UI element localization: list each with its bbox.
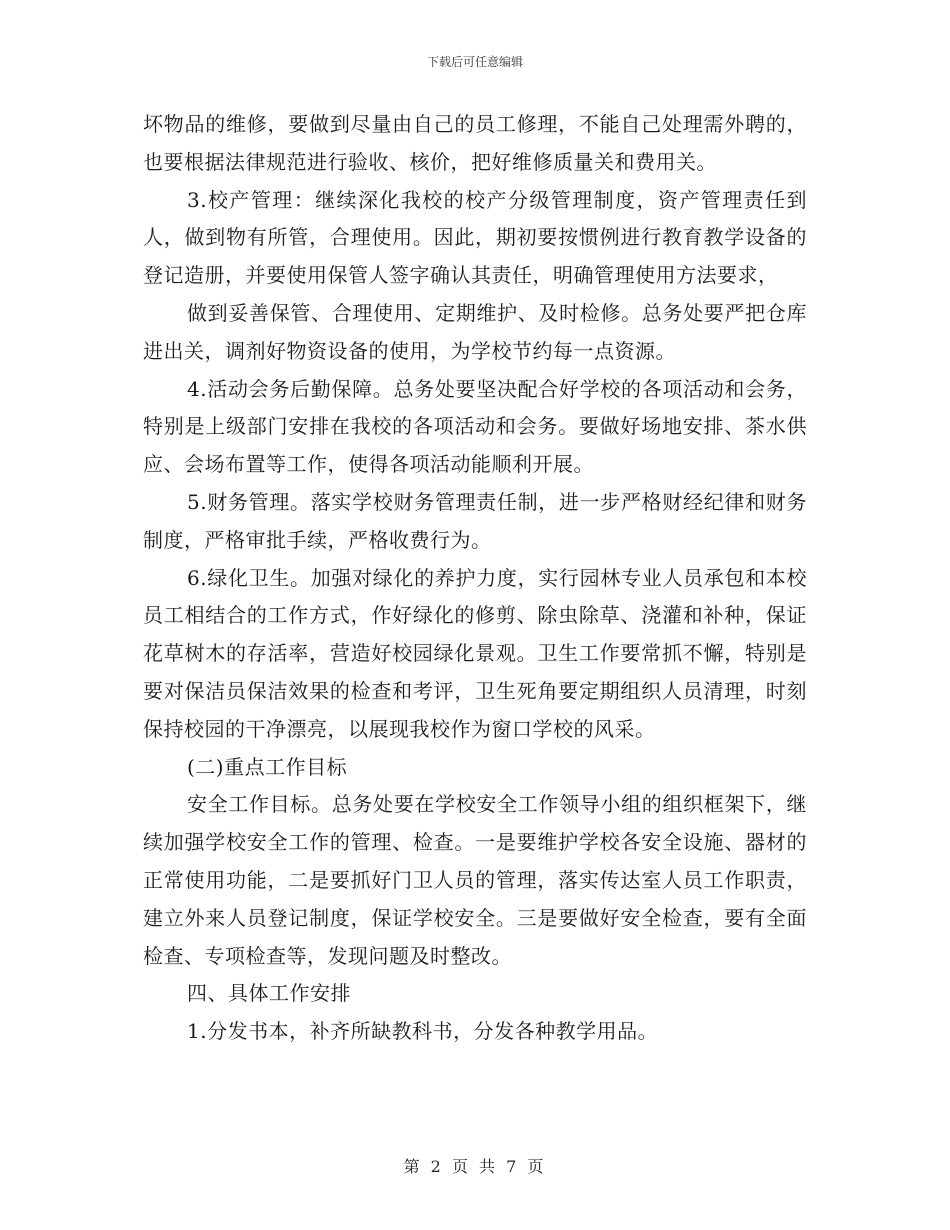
paragraph: 3.校产管理：继续深化我校的校产分级管理制度，资产管理责任到人，做到物有所管，合理使用。因此，期初要按惯例进行教育教学设备的登记造册，并要使用保管人签字确认其责任，明确管理使用方法要求，: [143, 187, 807, 288]
paragraph: 6.绿化卫生。加强对绿化的养护力度，实行园林专业人员承包和本校员工相结合的工作方式，作好绿化的修剪、除虫除草、浇灌和补种，保证花草树木的存活率，营造好校园绿化景观。卫生工作要常抓不懈，特别是要对保洁员保洁效果的检查和考评，卫生死角要定期组织人员清理，时刻保持校园的干净漂亮，以展现我校作为窗口学校的风采。: [143, 565, 807, 741]
paragraph: 5.财务管理。落实学校财务管理责任制，进一步严格财经纪律和财务制度，严格审批手续，严格收费行为。: [143, 489, 807, 552]
paragraph: 坏物品的维修，要做到尽量由自己的员工修理，不能自己处理需外聘的，也要根据法律规范进行验收、核价，把好维修质量关和费用关。: [143, 112, 807, 174]
section-heading: (二)重点工作目标: [187, 754, 348, 779]
document-body: [143, 106, 807, 1051]
page-number: 第 2 页 共 7 页: [403, 1157, 547, 1176]
paragraph: 4.活动会务后勤保障。总务处要坚决配合好学校的各项活动和会务，特别是上级部门安排在我校的各项活动和会务。要做好场地安排、茶水供应、会场布置等工作，使得各项活动能顺利开展。: [143, 376, 807, 477]
section-heading: 四、具体工作安排: [187, 981, 351, 1006]
page-header-note: 下载后可任意编辑: [426, 55, 523, 69]
paragraph: 安全工作目标。总务处要在学校安全工作领导小组的组织框架下，继续加强学校安全工作的管理、检查。一是要维护学校各安全设施、器材的正常使用功能，二是要抓好门卫人员的管理，落实传达室人员工作职责，建立外来人员登记制度，保证学校安全。三是要做好安全检查，要有全面检查、专项检查等，发现问题及时整改。: [143, 792, 807, 968]
paragraph: 1.分发书本，补齐所缺教科书，分发各种教学用品。: [187, 1019, 659, 1044]
paragraph: 做到妥善保管、合理使用、定期维护、及时检修。总务处要严把仓库进出关，调剂好物资设备的使用，为学校节约每一点资源。: [143, 300, 807, 363]
